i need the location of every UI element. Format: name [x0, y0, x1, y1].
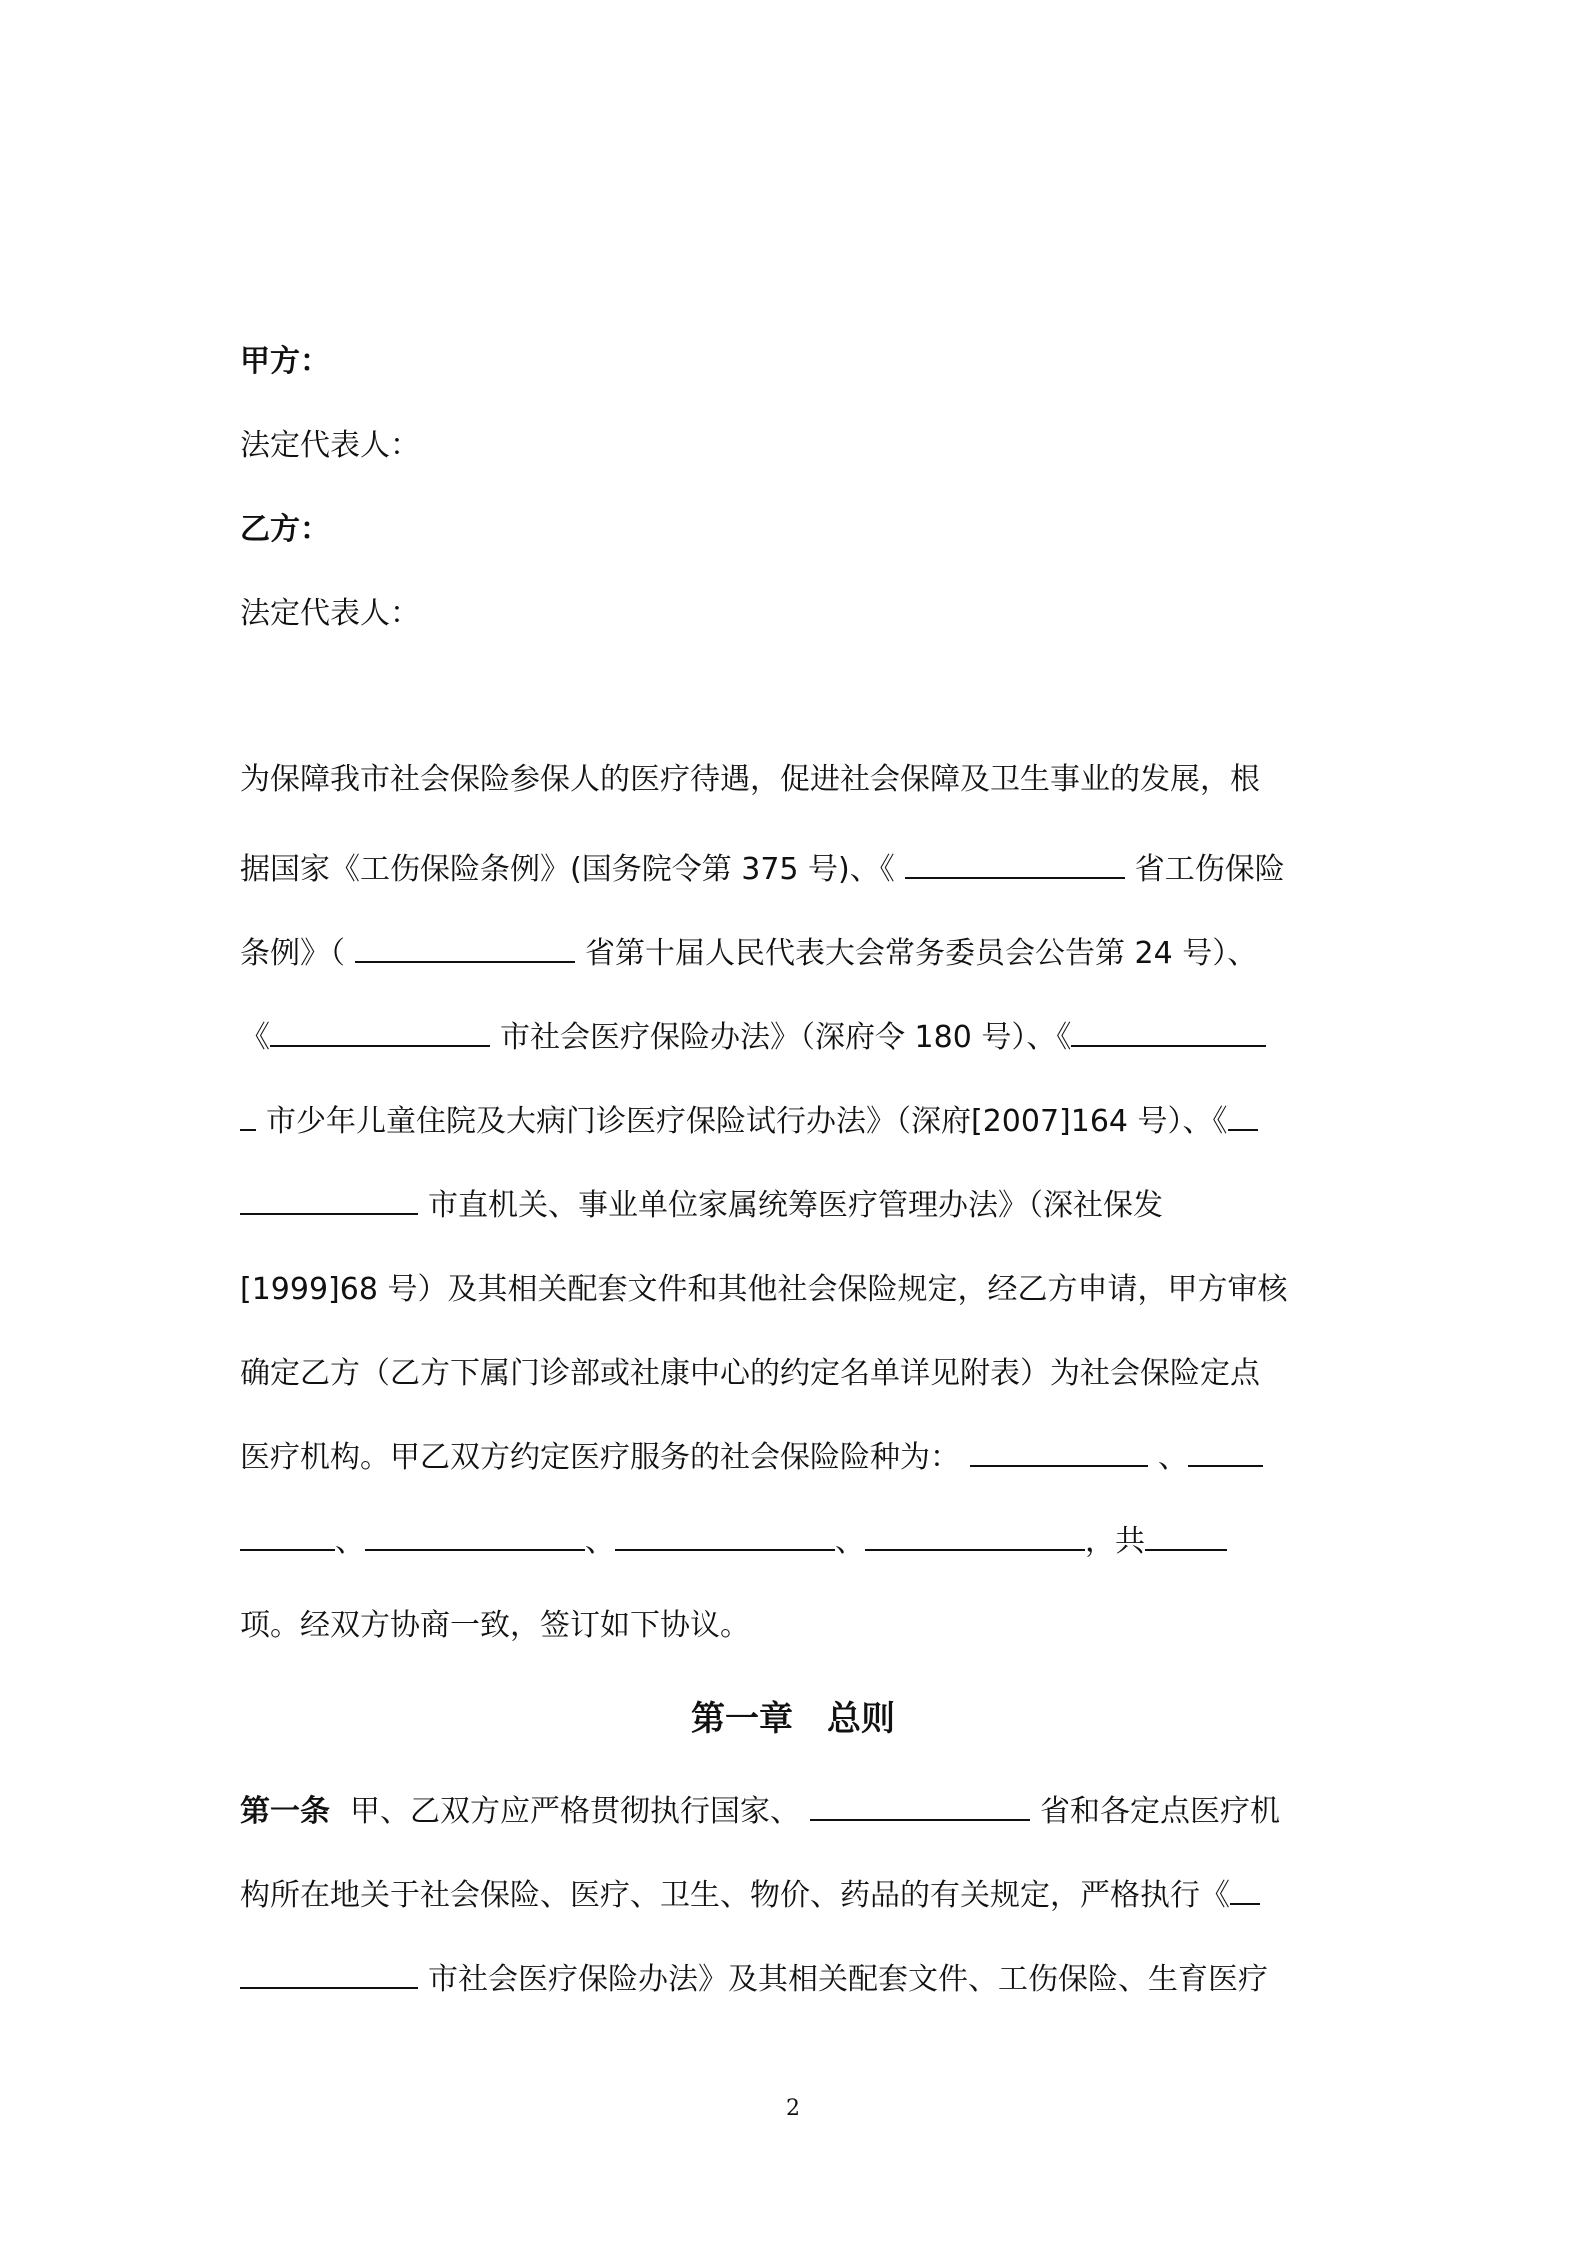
preamble-line-7: [1999]68 号）及其相关配套文件和其他社会保险规定，经乙方申请，甲方审核	[240, 1272, 1288, 1307]
preamble-line-2	[240, 848, 1350, 892]
party-b-representative-label: 法定代表人：	[240, 596, 420, 631]
preamble-text: 市社会医疗保险办法》（深府令 180 号）、《	[500, 1020, 1072, 1055]
blank-insurance-type	[865, 1523, 1085, 1551]
preamble-line-10	[240, 1520, 1350, 1564]
preamble-text: 省第十届人民代表大会常务委员会公告第 24 号）、	[585, 936, 1258, 971]
blank-insurance-type	[615, 1523, 835, 1551]
preamble-line-1: 为保障我市社会保险参保人的医疗待遇，促进社会保障及卫生事业的发展，根	[240, 762, 1260, 797]
page-number: 2	[786, 2096, 800, 2121]
preamble-line-8: 确定乙方（乙方下属门诊部或社康中心的约定名单详见附表）为社会保险定点	[240, 1356, 1260, 1391]
article-1-line-2	[240, 1874, 1350, 1918]
article-1-line-1	[240, 1790, 1350, 1834]
article-1-line-3	[240, 1958, 1350, 2002]
party-b-label: 乙方：	[240, 512, 330, 547]
article-text: 省和各定点医疗机	[1040, 1794, 1280, 1829]
chapter-title: 第一章 总则	[691, 1699, 895, 1739]
blank-city-name	[1230, 1877, 1260, 1905]
preamble-line-6	[240, 1184, 1350, 1228]
preamble-text: 市直机关、事业单位家属统筹医疗管理办法》（深社保发	[428, 1188, 1163, 1223]
party-a-label: 甲方：	[240, 344, 330, 379]
separator: 、	[585, 1524, 615, 1559]
preamble-text: 医疗机构。甲乙双方约定医疗服务的社会保险险种为：	[240, 1440, 960, 1475]
preamble-line-4	[240, 1016, 1350, 1060]
article-text: 构所在地关于社会保险、医疗、卫生、物价、药品的有关规定，严格执行《	[240, 1878, 1230, 1913]
total-label: ，共	[1085, 1524, 1145, 1559]
blank-insurance-type	[1188, 1439, 1263, 1467]
separator: 、	[835, 1524, 865, 1559]
preamble-text: 《	[240, 1020, 270, 1055]
preamble-text: 市少年儿童住院及大病门诊医疗保险试行办法》（深府[2007]164 号）、《	[266, 1104, 1228, 1139]
blank-city-name	[270, 1019, 490, 1047]
preamble-line-9	[240, 1436, 1350, 1480]
article-text: 市社会医疗保险办法》及其相关配套文件、工伤保险、生育医疗	[428, 1962, 1268, 1997]
separator: 、	[335, 1524, 365, 1559]
preamble-line-5	[240, 1100, 1350, 1144]
blank-province-name	[810, 1793, 1030, 1821]
blank-province-name	[905, 851, 1125, 879]
blank-city-name	[240, 1961, 418, 1989]
preamble-text: 条例》（	[240, 936, 345, 971]
article-text: 甲、乙双方应严格贯彻执行国家、	[350, 1794, 800, 1829]
blank-insurance-type	[240, 1523, 335, 1551]
blank-city-name	[240, 1103, 256, 1131]
blank-insurance-type	[970, 1439, 1148, 1467]
blank-city-name	[1228, 1103, 1258, 1131]
blank-insurance-type	[365, 1523, 585, 1551]
blank-province-name	[355, 935, 575, 963]
blank-city-name	[240, 1187, 418, 1215]
preamble-line-11: 项。经双方协商一致，签订如下协议。	[240, 1608, 750, 1643]
separator: 、	[1158, 1440, 1188, 1475]
preamble-text: 据国家《工伤保险条例》(国务院令第 375 号)、《	[240, 852, 895, 887]
article-number: 第一条	[240, 1794, 330, 1829]
preamble-text: 省工伤保险	[1134, 852, 1285, 887]
blank-item-count	[1145, 1523, 1227, 1551]
preamble-line-3	[240, 932, 1350, 976]
party-a-representative-label: 法定代表人：	[240, 428, 420, 463]
blank-city-name	[1071, 1019, 1266, 1047]
